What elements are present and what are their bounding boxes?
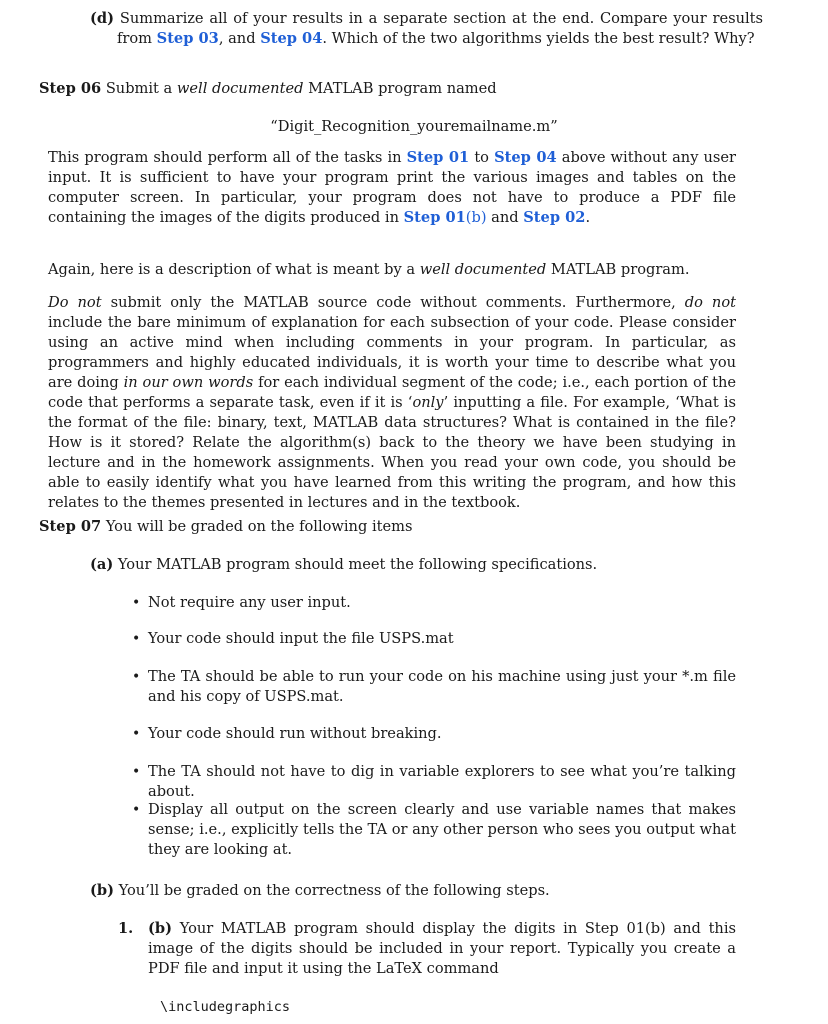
- bullet-text: The TA should not have to dig in variable explorers to see what you’re talking about.: [148, 763, 736, 800]
- step06-paragraph-3: [48, 293, 736, 513]
- bullet-icon: •: [132, 764, 141, 780]
- p3-text-b: include the bare minimum of explanation for each subsection of your code. Please consider using an active mind when including comments in your program. In particular, as programmers and highly educated individuals, it is worth your time to describe what you are doing: [48, 314, 736, 391]
- bullet-icon: •: [132, 631, 141, 647]
- step06-filename: “Digit_Recognition_youremailname.m”: [270, 118, 558, 135]
- bullet-text: Display all output on the screen clearly and use variable names that makes sense; i.e., explicitly tells the TA or any other person who sees you output what they are looking at.: [148, 801, 736, 858]
- p2-text-b: MATLAB program.: [550, 261, 690, 278]
- p3-em-4: only: [412, 394, 444, 411]
- part-d-text-1: Summarize all of your results in a separate section at the end. Compare your results from: [117, 10, 764, 47]
- link-step-01[interactable]: Step 01: [406, 149, 470, 166]
- link-step-01b[interactable]: Step 01: [403, 209, 466, 226]
- code-includegraphics: \includegraphics: [160, 999, 291, 1015]
- p1-text-b: to: [474, 149, 489, 166]
- link-step-04[interactable]: Step 04: [260, 30, 323, 47]
- p3-text-c: for each individual segment of the code; i.e., each portion of the code that performs a separate task, even if it is ‘: [48, 374, 736, 411]
- p3-em-1: Do not: [48, 294, 102, 311]
- bullet-text: The TA should be able to run your code on his machine using just your *.m file and his copy of USPS.mat.: [148, 668, 736, 705]
- item-1-text: [148, 919, 736, 979]
- p1-text-e: .: [585, 209, 591, 226]
- link-step-04-b[interactable]: Step 04: [494, 149, 557, 166]
- part-d-paragraph: [90, 9, 763, 49]
- part-d-text-2: , and: [218, 30, 256, 47]
- p3-text-d: ’ inputting a file. For example, ‘What is the format of the file: binary, text, MATLAB data structures? What is contained in the file? How is it stored? Relate the algorithm(s) back to the theory we have been studying in lecture and in the homework assignments. When you read your own code, you should be able to easily identify what you have learned from this writing the program, and how this relates to the themes presented in lectures and in the textbook.: [48, 394, 736, 511]
- step07-label: Step 07: [39, 518, 102, 535]
- item-1-label: (b): [148, 920, 173, 937]
- part-d-text-3: . Which of the two algorithms yields the best result? Why?: [322, 30, 755, 47]
- step06-label: Step 06: [39, 80, 102, 97]
- step06-text-2: MATLAB program named: [308, 80, 497, 97]
- step07-text: You will be graded on the following items: [105, 518, 413, 535]
- part-a-label: (a): [90, 556, 114, 573]
- part-d-label: (d): [90, 10, 115, 27]
- step06-em-1: well documented: [176, 80, 304, 97]
- step06-text-1: Submit a: [105, 80, 173, 97]
- p3-text-a: submit only the MATLAB source code without comments. Furthermore,: [110, 294, 676, 311]
- bullet-icon: •: [132, 802, 141, 818]
- p1-text-c: above without any user input. It is sufficient to have your program print the various images and tables on the computer screen. In particular, your program does not have to produce a PDF file containing the images of the digits produced in: [48, 149, 737, 226]
- bullet-icon: •: [132, 726, 141, 742]
- step07-heading: [39, 517, 739, 537]
- step06-heading: [39, 79, 739, 99]
- link-step-02[interactable]: Step 02: [523, 209, 586, 226]
- p2-em: well documented: [419, 261, 547, 278]
- bullet-text: Your code should input the file USPS.mat: [148, 630, 454, 647]
- p3-em-3: in our own words: [123, 374, 254, 391]
- link-step-03[interactable]: Step 03: [156, 30, 219, 47]
- p2-text-a: Again, here is a description of what is meant by a: [48, 261, 416, 278]
- p3-em-2: do not: [684, 294, 736, 311]
- step06-paragraph-2: [48, 260, 736, 280]
- step07-part-a: [90, 555, 740, 575]
- bullet-icon: •: [132, 595, 141, 611]
- item-1-number: 1.: [118, 920, 134, 937]
- step07-part-b: [90, 881, 740, 901]
- p1-text-d: and: [491, 209, 519, 226]
- bullet-text: Your code should run without breaking.: [148, 725, 442, 742]
- link-step-01b-part[interactable]: (b): [465, 209, 487, 226]
- part-b-text: You’ll be graded on the correctness of the following steps.: [118, 882, 550, 899]
- p1-text-a: This program should perform all of the tasks in: [48, 149, 402, 166]
- item-1-body: Your MATLAB program should display the digits in Step 01(b) and this image of the digits should be included in your report. Typically you create a PDF file and input it using the LaTeX command: [148, 920, 736, 977]
- bullet-icon: •: [132, 669, 141, 685]
- part-a-text: Your MATLAB program should meet the following specifications.: [117, 556, 598, 573]
- step06-paragraph-1: [48, 148, 736, 228]
- part-b-label: (b): [90, 882, 115, 899]
- bullet-text: Not require any user input.: [148, 594, 351, 611]
